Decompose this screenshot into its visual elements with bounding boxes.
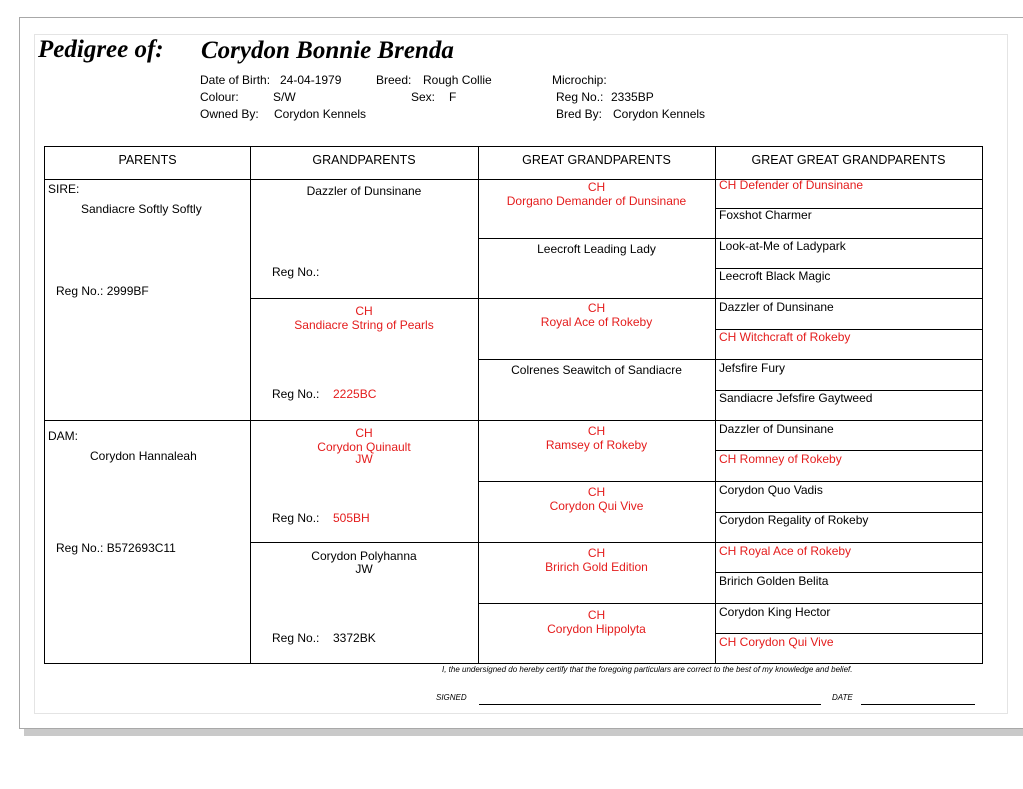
gp-2-title: CH	[355, 304, 373, 318]
gp-4-reg-value: 3372BK	[333, 631, 376, 645]
gp-3-title: CH	[355, 426, 373, 440]
breed-value: Rough Collie	[423, 73, 492, 87]
gggp-16: CH Corydon Qui Vive	[719, 635, 834, 649]
ggp-5-name: Ramsey of Rokeby	[545, 438, 648, 452]
ggp-1-name: Dorgano Demander of Dunsinane	[506, 194, 687, 208]
divider-gp-1	[250, 298, 982, 299]
gggp-3: Look-at-Me of Ladypark	[719, 239, 846, 253]
breed-label: Breed:	[376, 73, 412, 87]
dog-name: Corydon Bonnie Brenda	[201, 37, 454, 64]
gggp-2: Foxshot Charmer	[719, 208, 812, 222]
microchip-label: Microchip:	[552, 73, 607, 87]
ggp-8-title: CH	[587, 608, 606, 622]
dob-value: 24-04-1979	[280, 73, 342, 87]
divider-gggp-e	[715, 450, 982, 451]
gp-2-reg-label: Reg No.:	[272, 387, 320, 401]
gggp-4: Leecroft Black Magic	[719, 269, 831, 283]
sire-label: SIRE:	[48, 182, 80, 196]
sire-reg: Reg No.: 2999BF	[56, 284, 149, 298]
sex-value: F	[449, 90, 457, 104]
signature-line[interactable]	[479, 704, 821, 705]
divider-gp-3	[250, 542, 982, 543]
signed-label: SIGNED	[436, 693, 467, 702]
header-parents: PARENTS	[118, 153, 177, 167]
dam-label: DAM:	[48, 429, 78, 443]
gp-3-reg-label: Reg No.:	[272, 511, 320, 525]
ggp-8-name: Corydon Hippolyta	[547, 622, 646, 636]
dam-reg: Reg No.: B572693C11	[56, 541, 176, 555]
gp-3-name: Corydon Quinault	[317, 440, 411, 454]
pedigree-table	[44, 146, 983, 664]
date-line[interactable]	[861, 704, 975, 705]
ggp-5-title: CH	[587, 424, 606, 438]
regno-label: Reg No.:	[556, 90, 604, 104]
ggp-3-name: Royal Ace of Rokeby	[540, 315, 653, 329]
gggp-15: Corydon King Hector	[719, 605, 831, 619]
ggp-3-title: CH	[587, 301, 606, 315]
gp-3-suffix: JW	[355, 452, 373, 466]
gggp-1: CH Defender of Dunsinane	[719, 178, 864, 192]
gggp-11: Corydon Quo Vadis	[719, 483, 823, 497]
colour-label: Colour:	[200, 90, 239, 104]
certify-statement: I, the undersigned do hereby certify that the foregoing particulars are correct to the best of my knowledge and belief.	[442, 665, 853, 674]
gggp-9: Dazzler of Dunsinane	[719, 422, 834, 436]
header-grandparents: GRANDPARENTS	[312, 153, 416, 167]
gggp-5: Dazzler of Dunsinane	[719, 300, 834, 314]
dob-label: Date of Birth:	[200, 73, 271, 87]
ggp-2-name: Leecroft Leading Lady	[537, 242, 656, 256]
gggp-13: CH Royal Ace of Rokeby	[719, 544, 852, 558]
sex-label: Sex:	[411, 90, 436, 104]
gp-2-reg-value: 2225BC	[333, 387, 377, 401]
gp-1-name: Dazzler of Dunsinane	[306, 184, 422, 198]
header-great-grandparents: GREAT GRANDPARENTS	[522, 153, 671, 167]
owned-value: Corydon Kennels	[274, 107, 367, 121]
title-label: Pedigree of:	[38, 36, 164, 63]
divider-col-1	[250, 147, 251, 663]
divider-gggp-h	[715, 633, 982, 634]
gp-3-reg-value: 505BH	[333, 511, 370, 525]
divider-ggp-7	[478, 603, 982, 604]
gggp-8: Sandiacre Jefsfire Gaytweed	[719, 391, 873, 405]
gp-4-suffix: JW	[355, 562, 373, 576]
owned-label: Owned By:	[200, 107, 259, 121]
gp-4-name: Corydon Polyhanna	[311, 549, 417, 563]
ggp-7-title: CH	[587, 546, 606, 560]
ggp-4-name: Colrenes Seawitch of Sandiacre	[511, 363, 682, 377]
header-great-great-grandparents: GREAT GREAT GRANDPARENTS	[751, 153, 946, 167]
sire-name: Sandiacre Softly Softly	[81, 202, 202, 216]
divider-ggp-5	[478, 481, 982, 482]
gp-2-name: Sandiacre String of Pearls	[294, 318, 434, 332]
divider-col-3	[715, 147, 716, 663]
gggp-12: Corydon Regality of Rokeby	[719, 513, 869, 527]
regno-value: 2335BP	[611, 90, 654, 104]
bred-label: Bred By:	[556, 107, 603, 121]
gggp-6: CH Witchcraft of Rokeby	[719, 330, 851, 344]
dam-name: Corydon Hannaleah	[90, 449, 197, 463]
gggp-7: Jefsfire Fury	[719, 361, 786, 375]
gggp-10: CH Romney of Rokeby	[719, 452, 842, 466]
gp-4-reg-label: Reg No.:	[272, 631, 320, 645]
bred-value: Corydon Kennels	[613, 107, 706, 121]
ggp-6-title: CH	[587, 485, 606, 499]
divider-col-2	[478, 147, 479, 663]
colour-value: S/W	[273, 90, 296, 104]
gggp-14: Bririch Golden Belita	[719, 574, 829, 588]
date-label: DATE	[832, 693, 853, 702]
divider-sire-dam	[45, 420, 982, 421]
divider-gggp-g	[715, 572, 982, 573]
ggp-7-name: Bririch Gold Edition	[545, 560, 648, 574]
ggp-6-name: Corydon Qui Vive	[549, 499, 644, 513]
divider-ggp-3	[478, 359, 982, 360]
gp-1-reg-label: Reg No.:	[272, 265, 320, 279]
ggp-1-title: CH	[587, 180, 606, 194]
